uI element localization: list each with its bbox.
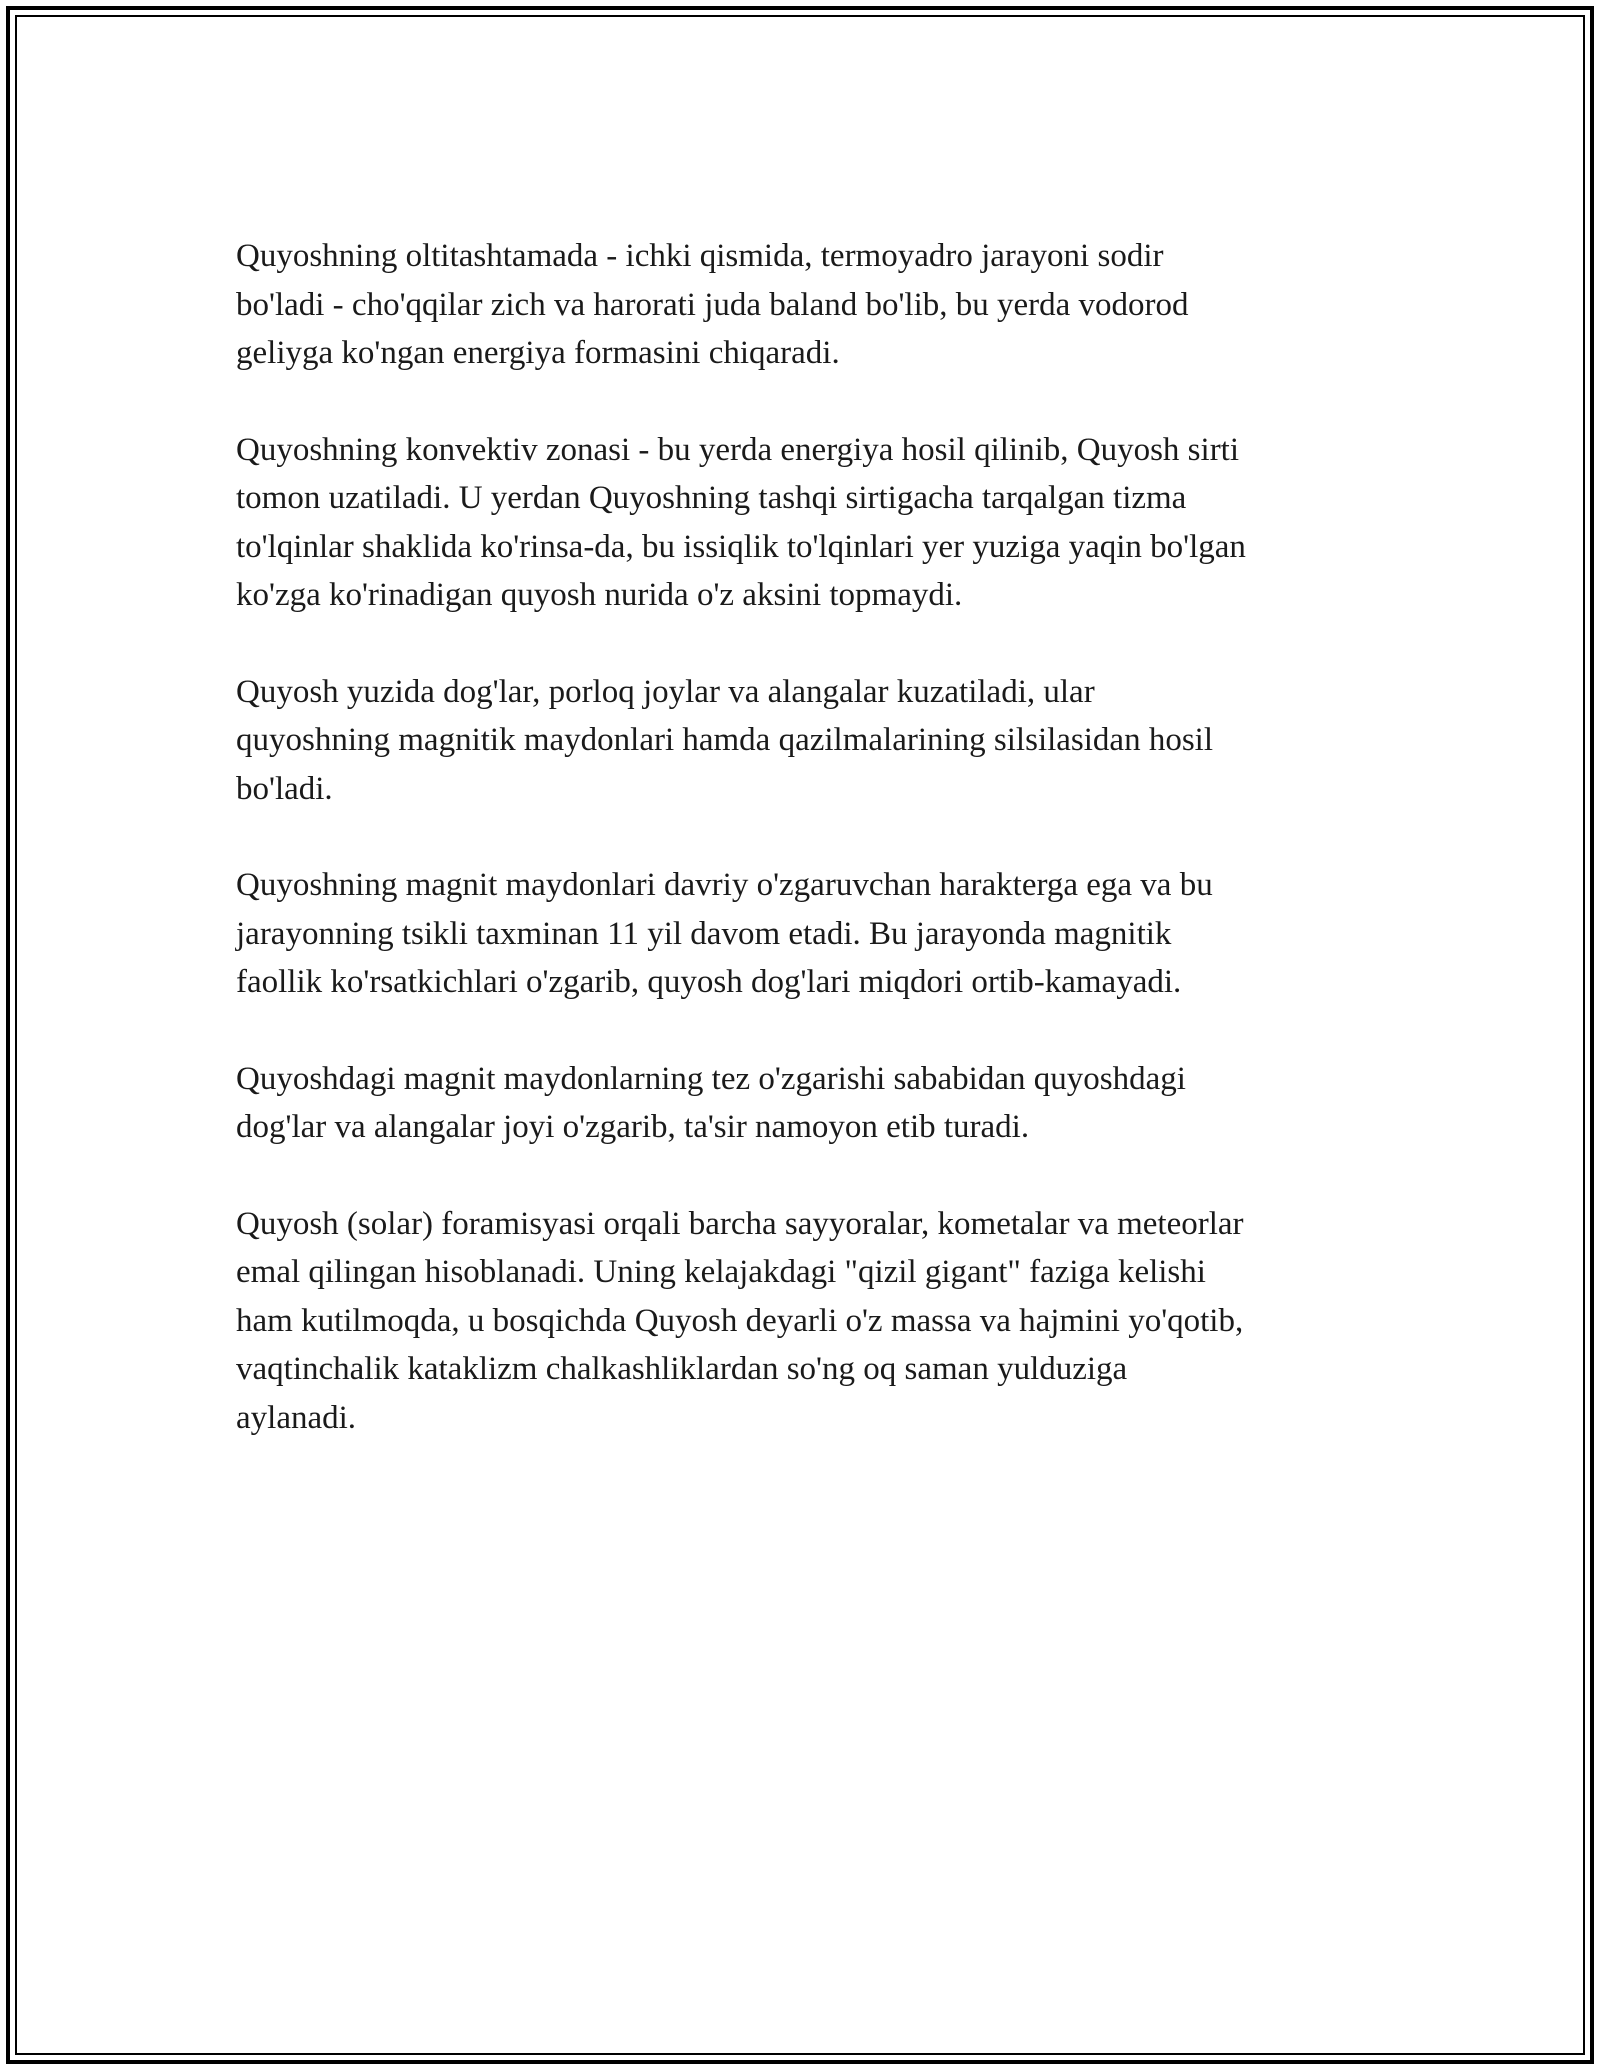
- paragraph-5: Quyoshdagi magnit maydonlarning tez o'zgarishi sababidan quyoshdagi dog'lar va alangalar joyi o'zgarib, ta'sir namoyon etib turadi.: [236, 1060, 1186, 1145]
- paragraph-3: Quyosh yuzida dog'lar, porloq joylar va alangalar kuzatiladi, ular quyoshning magnitik maydonlari hamda qazilmalarining silsilasidan hosil bo'ladi.: [236, 673, 1214, 807]
- document-body: [236, 232, 1386, 1490]
- paragraph-2: Quyoshning konvektiv zonasi - bu yerda energiya hosil qilinib, Quyosh sirti tomon uzatiladi. U yerdan Quyoshning tashqi sirtigacha tarqalgan tizma to'lqinlar shaklida ko'rinsa-da, bu issiqlik to'lqinlari yer yuziga yaqin bo'lgan ko'zga ko'rinadigan quyosh nurida o'z aksini topmaydi.: [236, 431, 1246, 613]
- paragraph-6: Quyosh (solar) foramisyasi orqali barcha sayyoralar, kometalar va meteorlar emal qilingan hisoblanadi. Uning kelajakdagi "qizil gigant" faziga kelishi ham kutilmoqda, u bosqichda Quyosh deyarli o'z massa va hajmini yo'qotib, vaqtinchalik kataklizm chalkashliklardan so'ng oq saman yulduziga aylanadi.: [236, 1205, 1244, 1436]
- paragraph-4: Quyoshning magnit maydonlari davriy o'zgaruvchan harakterga ega va bu jarayonning tsikli taxminan 11 yil davom etadi. Bu jarayonda magnitik faollik ko'rsatkichlari o'zgarib, quyosh dog'lari miqdori ortib-kamayadi.: [236, 867, 1213, 1000]
- paragraph-1: Quyoshning oltitashtamada - ichki qismida, termoyadro jarayoni sodir bo'ladi - cho'qqilar zich va harorati juda baland bo'lib, bu yerda vodorod geliyga ko'ngan energiya formasini chiqaradi.: [236, 238, 1189, 371]
